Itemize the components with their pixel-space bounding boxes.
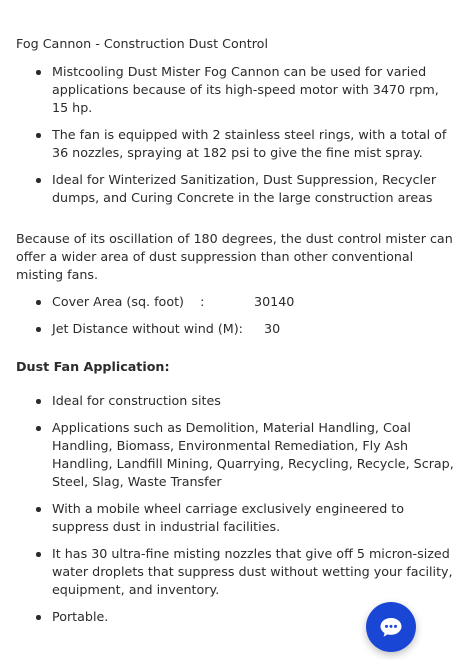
list-item: The fan is equipped with 2 stainless steel rings, with a total of 36 nozzles, spraying at 182 psi to give the fine mist spray.: [16, 126, 458, 162]
spec-value: 30140: [254, 294, 295, 309]
application-heading: Dust Fan Application:: [16, 359, 170, 374]
list-item: Portable.: [16, 608, 458, 626]
oscillation-paragraph: Because of its oscillation of 180 degrees, the dust control mister can offer a wider area of dust suppression than other conventional misting fans.: [16, 231, 453, 282]
intro-title: Fog Cannon - Construction Dust Control: [16, 36, 268, 51]
list-item: Applications such as Demolition, Material Handling, Coal Handling, Biomass, Environmental Remediation, Fly Ash Handling, Landfill Mining, Quarrying, Recycling, Recycle, Scrap, Steel, Slag, Waste Transfer: [16, 419, 458, 491]
application-bullet-list: [16, 392, 458, 626]
list-item: Ideal for Winterized Sanitization, Dust Suppression, Recycler dumps, and Curing Concrete in the large construction areas: [16, 171, 458, 207]
spec-value: 30: [264, 321, 281, 336]
spec-label: Jet Distance without wind (M):: [52, 321, 243, 336]
chat-bubble-icon: [379, 616, 403, 638]
spec-list: [16, 293, 458, 338]
list-item: It has 30 ultra-fine misting nozzles that give off 5 micron-sized water droplets that suppress dust without wetting your facility, equipment, and inventory.: [16, 545, 458, 599]
chat-button[interactable]: [366, 602, 416, 652]
article-content: [16, 35, 458, 635]
list-item: Ideal for construction sites: [16, 392, 458, 410]
spec-item-jet-distance: [16, 320, 458, 338]
intro-bullet-list: [16, 63, 458, 207]
spec-item-cover-area: [16, 293, 458, 311]
spec-label: Cover Area (sq. foot) :: [52, 294, 205, 309]
list-item: With a mobile wheel carriage exclusively engineered to suppress dust in industrial facilities.: [16, 500, 458, 536]
list-item: Mistcooling Dust Mister Fog Cannon can be used for varied applications because of its high-speed motor with 3470 rpm, 15 hp.: [16, 63, 458, 117]
